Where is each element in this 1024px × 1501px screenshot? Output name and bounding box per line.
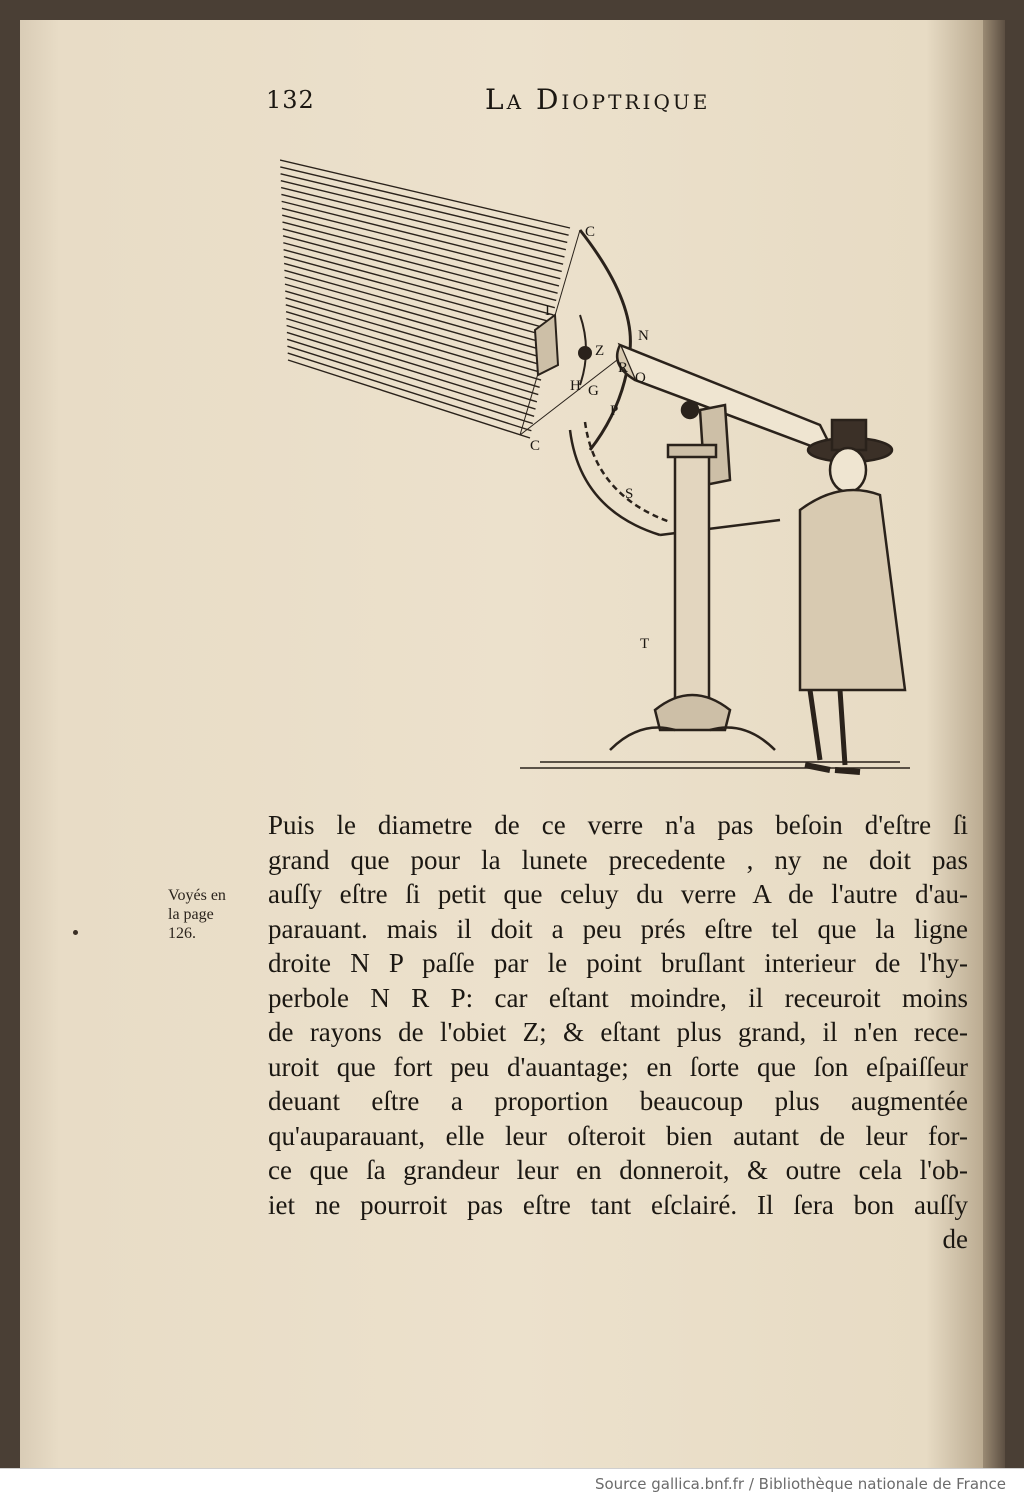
figure-label-n: N <box>638 328 649 344</box>
text-line: grand que pour la lunete precedente , ny ne doit pas <box>268 844 968 875</box>
light-ray <box>284 270 548 344</box>
source-credit: Source gallica.bnf.fr / Bibliothèque nationale de France <box>594 1475 1006 1493</box>
margin-note-line: 126. <box>168 925 196 942</box>
ink-spot <box>73 930 78 935</box>
light-ray <box>280 167 568 235</box>
observer-figure <box>800 420 905 772</box>
text-line: auſſy eſtre ſi petit que celuy du verre A de l'autre d'au- <box>268 879 968 909</box>
text-line: ce que ſa grandeur leur en donneroit, & outre cela l'ob- <box>268 1155 968 1185</box>
figure-label-c-bottom: C <box>530 438 541 454</box>
light-ray <box>288 360 530 438</box>
light-ray <box>288 353 532 431</box>
text-line: Puis le diametre de ce verre n'a pas beſoin d'eſtre ſi <box>268 810 968 840</box>
light-ray <box>287 332 536 409</box>
figure-label-t: T <box>640 636 650 652</box>
figure-label-p: P <box>610 403 619 419</box>
stand-column <box>610 445 775 750</box>
light-ray <box>284 257 551 330</box>
text-line: deuant eſtre a proportion beaucoup plus augmentée <box>268 1086 968 1116</box>
figure-label-r: R <box>618 360 629 376</box>
text-line: perbole N R P: car eſtant moindre, il receuroit moins <box>268 982 968 1013</box>
running-title: La Dioptrique <box>485 83 711 116</box>
ground <box>520 762 910 768</box>
light-ray <box>283 243 553 315</box>
light-rays <box>280 160 570 438</box>
light-ray <box>283 236 555 308</box>
margin-note-line: la page <box>168 906 214 923</box>
margin-note <box>168 886 266 943</box>
text-line: iet ne pourroit pas eſtre tant eſclairé. Il ſera bon auſſy <box>268 1189 968 1220</box>
figure-label-h: H <box>570 378 581 394</box>
figure-label-g: G <box>588 383 599 399</box>
text-line: qu'auparauant, elle leur oſteroit bien autant de leur for- <box>268 1120 968 1151</box>
light-ray <box>282 222 557 293</box>
page-binding-edge <box>983 20 1005 1468</box>
figure-label-o: O <box>635 370 646 386</box>
figure-labels <box>530 224 649 652</box>
light-ray <box>283 229 556 300</box>
light-ray <box>287 346 532 423</box>
light-ray <box>284 263 549 336</box>
light-ray <box>284 250 552 322</box>
text-line: parauant. mais il doit a peu prés eſtre tel que la ligne <box>268 913 968 944</box>
catchword: de <box>942 1224 968 1254</box>
body-paragraph <box>268 808 968 1257</box>
footer-bar <box>0 1468 1024 1501</box>
telescope-tube <box>617 345 835 485</box>
margin-note-line: Voyés en <box>168 887 226 904</box>
text-line: uroit que fort peu d'auantage; en ſorte que ſon eſpaiſſeur <box>268 1051 968 1082</box>
page-number: 132 <box>266 86 315 114</box>
light-ray <box>287 339 534 416</box>
light-ray <box>280 160 570 228</box>
text-line: de rayons de l'obiet Z; & eſtant plus grand, il n'en rece- <box>268 1017 968 1047</box>
figure-label-c-top: C <box>585 224 596 240</box>
light-ray <box>287 326 537 402</box>
figure-label-i: I <box>545 303 550 319</box>
figure-label-s: S <box>625 486 634 502</box>
text-line: droite N P paſſe par le point bruſlant interieur de l'hy- <box>268 948 968 978</box>
light-ray <box>282 215 559 286</box>
figure-label-z: Z <box>595 343 605 359</box>
telescope-engraving <box>280 150 970 790</box>
